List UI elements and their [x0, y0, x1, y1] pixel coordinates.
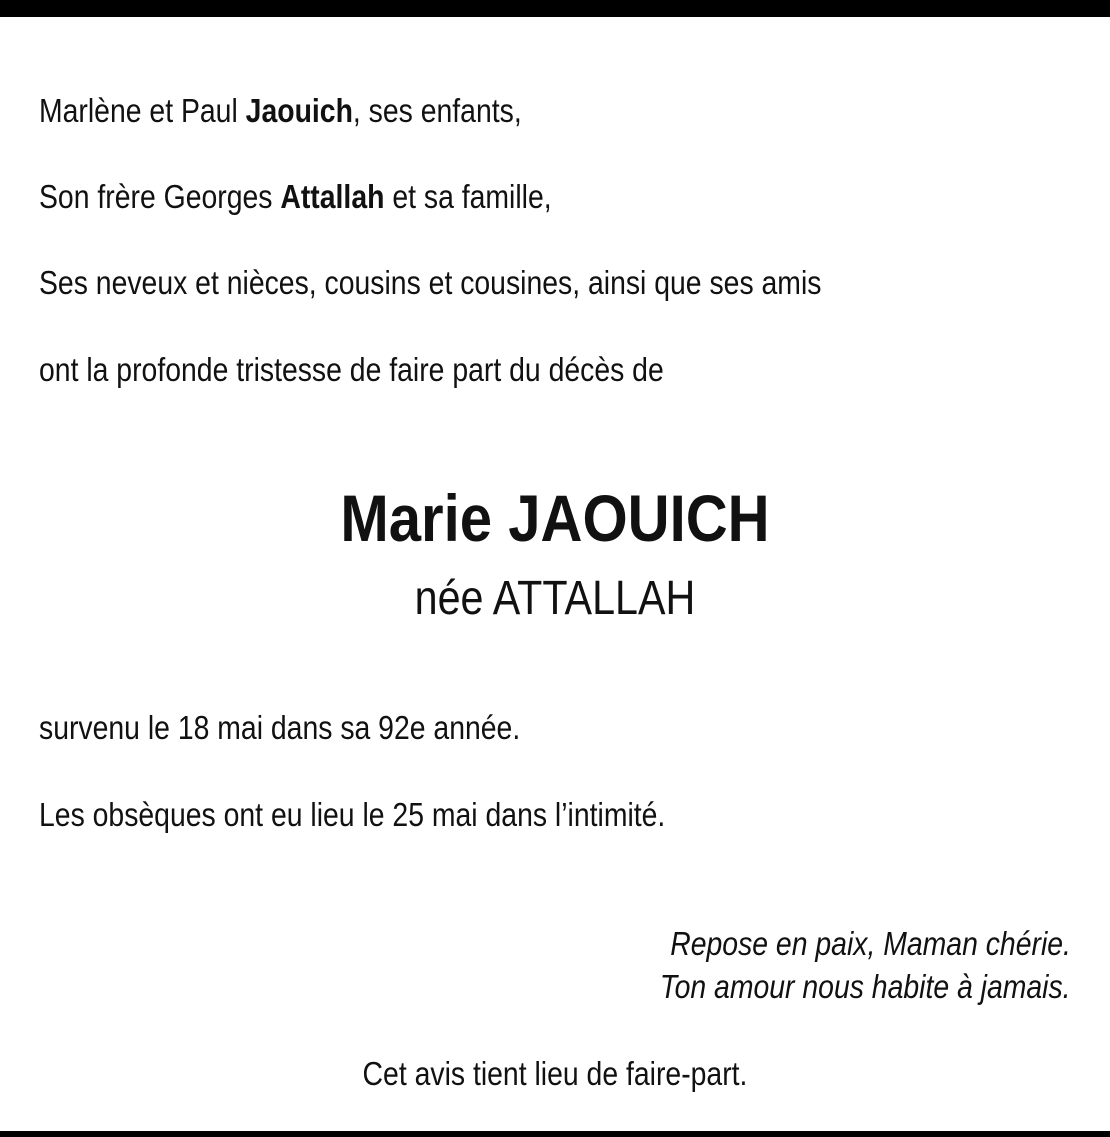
brother-surname: Attallah — [280, 178, 385, 215]
bottom-border — [0, 1131, 1110, 1137]
children-relation: , ses enfants, — [352, 92, 522, 129]
epitaph-line-1: Repose en paix, Maman chérie. — [670, 925, 1071, 962]
top-border — [0, 0, 1110, 17]
funeral-details: Les obsèques ont eu lieu le 25 mai dans l’intimité. — [39, 796, 666, 833]
children-surname: Jaouich — [245, 92, 353, 129]
children-names: Marlène et Paul — [39, 92, 246, 129]
brother-name: Son frère Georges — [39, 178, 281, 215]
brother-line — [39, 177, 552, 217]
children-line — [39, 91, 522, 131]
death-details: survenu le 18 mai dans sa 92e année. — [39, 709, 521, 746]
epitaph-line-2: Ton amour nous habite à jamais. — [660, 968, 1071, 1005]
closing-note: Cet avis tient lieu de faire-part. — [362, 1055, 748, 1092]
deceased-name: Marie JAOUICH — [340, 481, 770, 555]
brother-family: et sa famille, — [384, 178, 552, 215]
maiden-name: née ATTALLAH — [414, 572, 696, 625]
relatives-line: Ses neveux et nièces, cousins et cousines, ainsi que ses amis — [39, 264, 822, 301]
announcement-line: ont la profonde tristesse de faire part du décès de — [39, 351, 664, 388]
